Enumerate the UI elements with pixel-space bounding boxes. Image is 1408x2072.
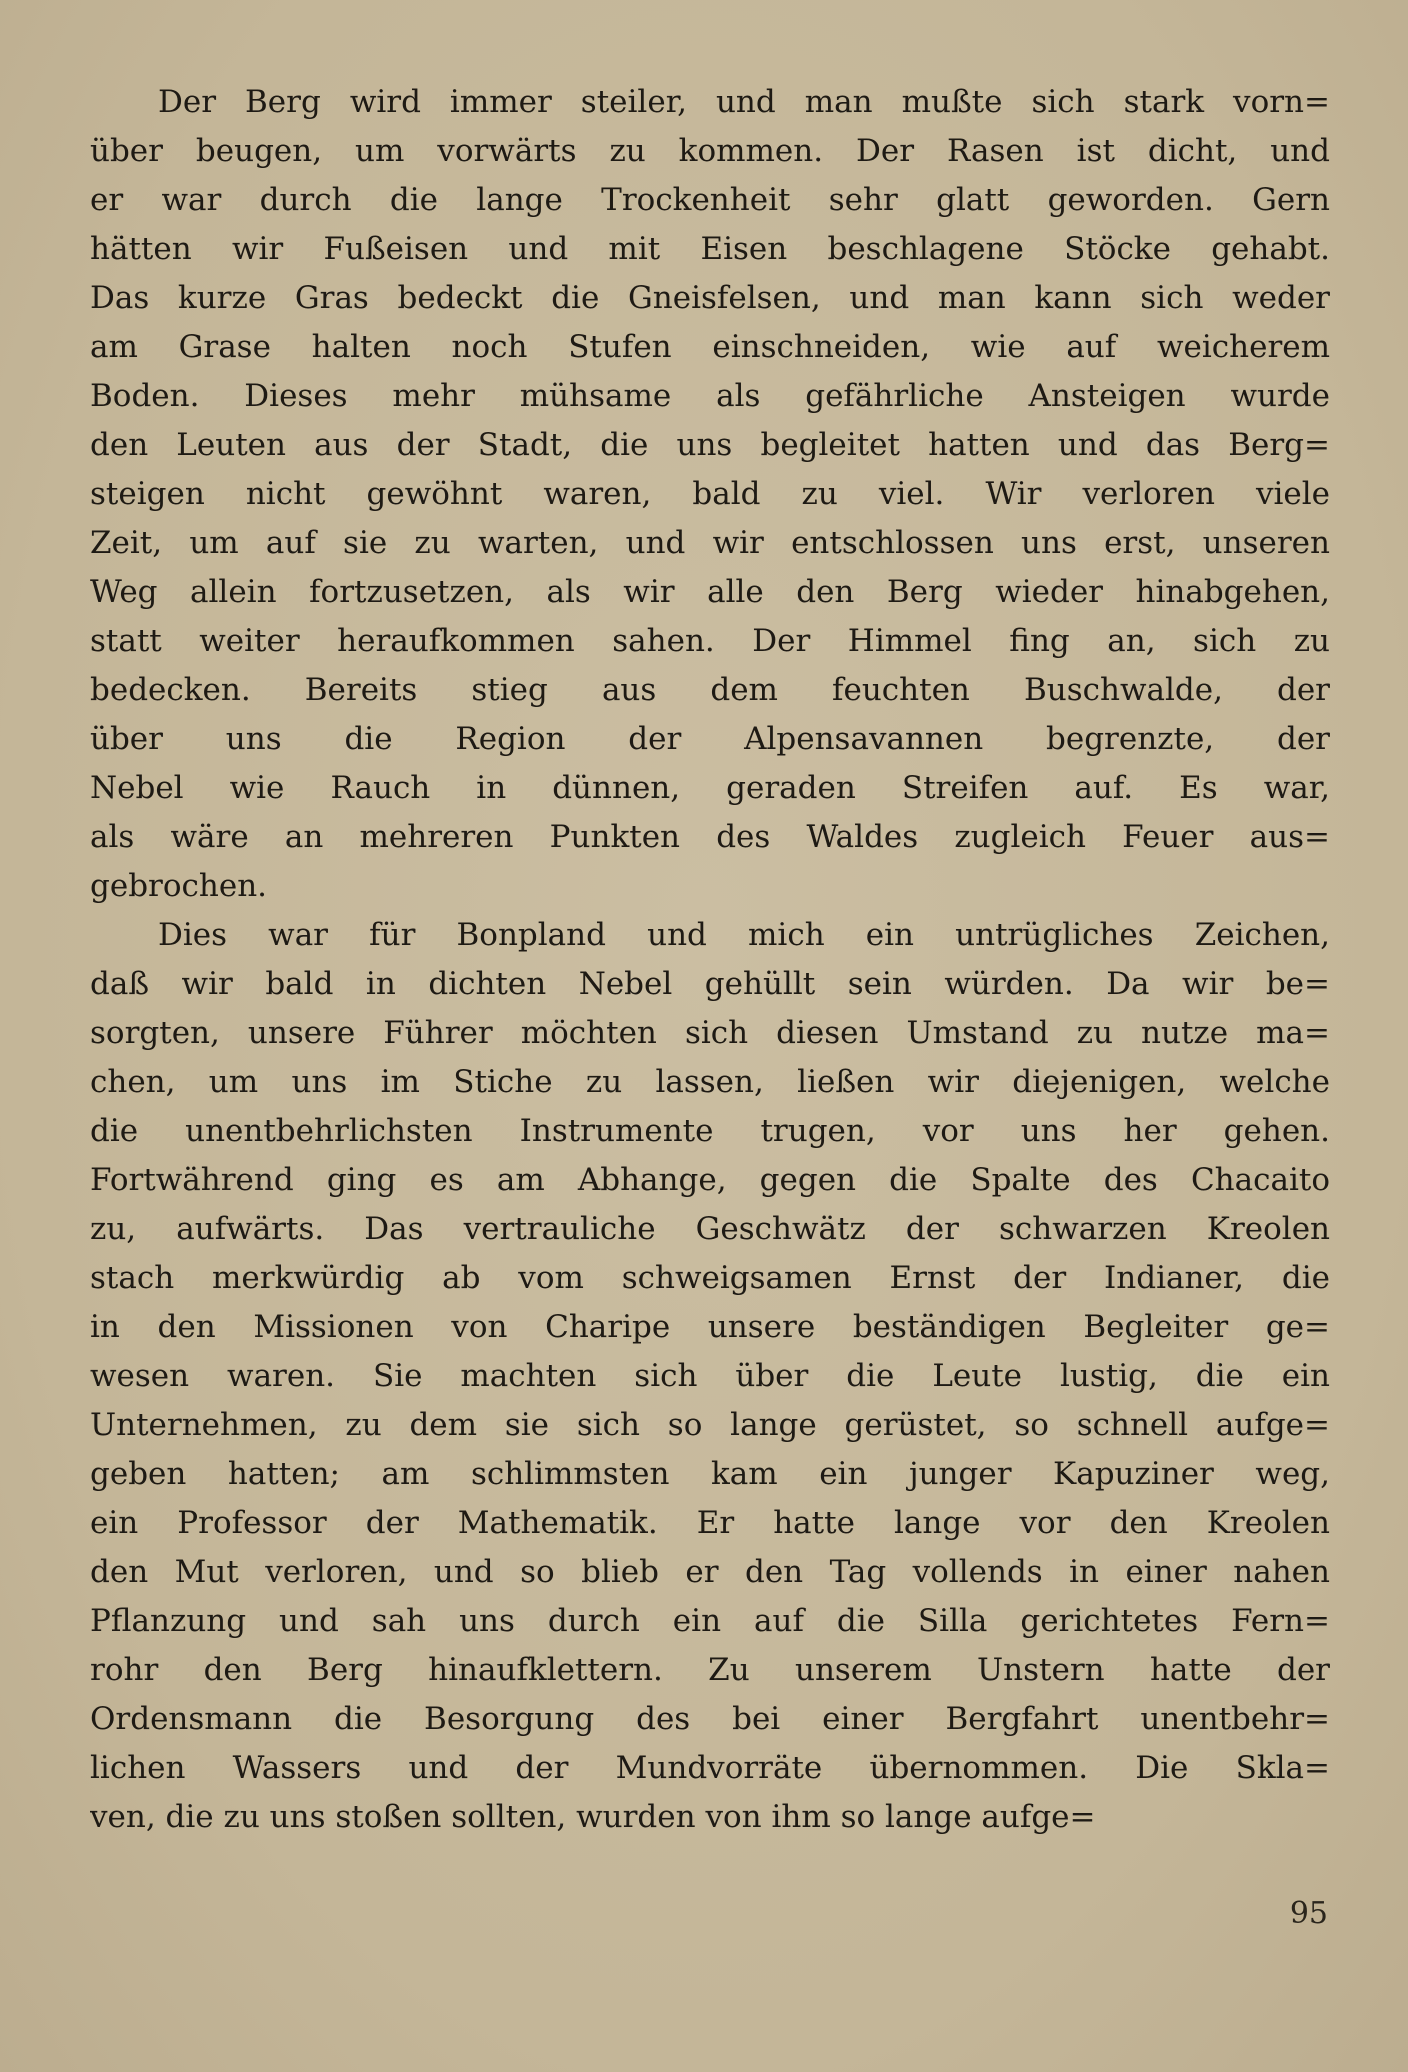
text-line: ven, die zu uns stoßen sollten, wurden von ihm so lange aufge= xyxy=(90,1799,1096,1835)
paragraph xyxy=(90,78,1330,911)
text-line: über beugen, um vorwärts zu kommen. Der Rasen ist dicht, und xyxy=(90,133,1330,169)
text-line: Dies war für Bonpland und mich ein untrügliches Zeichen, xyxy=(158,917,1330,953)
text-line: Ordensmann die Besorgung des bei einer Bergfahrt unentbehr= xyxy=(90,1701,1330,1737)
text-line: zu, aufwärts. Das vertrauliche Geschwätz der schwarzen Kreolen xyxy=(90,1211,1330,1247)
text-line: statt weiter heraufkommen sahen. Der Himmel fing an, sich zu xyxy=(90,623,1330,659)
text-line: er war durch die lange Trockenheit sehr glatt geworden. Gern xyxy=(90,182,1330,218)
text-line: in den Missionen von Charipe unsere beständigen Begleiter ge= xyxy=(90,1309,1330,1345)
text-line: lichen Wassers und der Mundvorräte übernommen. Die Skla= xyxy=(90,1750,1330,1786)
text-line: chen, um uns im Stiche zu lassen, ließen wir diejenigen, welche xyxy=(90,1064,1330,1100)
text-line: Fortwährend ging es am Abhange, gegen die Spalte des Chacaito xyxy=(90,1162,1330,1198)
text-line: über uns die Region der Alpensavannen begrenzte, der xyxy=(90,721,1330,757)
text-line: sorgten, unsere Führer möchten sich diesen Umstand zu nutze ma= xyxy=(90,1015,1330,1051)
text-line: bedecken. Bereits stieg aus dem feuchten Buschwalde, der xyxy=(90,672,1330,708)
paragraph xyxy=(90,911,1330,1842)
text-line: den Mut verloren, und so blieb er den Tag vollends in einer nahen xyxy=(90,1554,1330,1590)
text-line: wesen waren. Sie machten sich über die Leute lustig, die ein xyxy=(90,1358,1330,1394)
text-line: am Grase halten noch Stufen einschneiden, wie auf weicherem xyxy=(90,329,1330,365)
text-line: Der Berg wird immer steiler, und man mußte sich stark vorn= xyxy=(158,84,1330,120)
text-line: Nebel wie Rauch in dünnen, geraden Streifen auf. Es war, xyxy=(90,770,1330,806)
text-line: hätten wir Fußeisen und mit Eisen beschlagene Stöcke gehabt. xyxy=(90,231,1330,267)
text-line: daß wir bald in dichten Nebel gehüllt sein würden. Da wir be= xyxy=(90,966,1330,1002)
text-line: Das kurze Gras bedeckt die Gneisfelsen, und man kann sich weder xyxy=(90,280,1330,316)
text-line: steigen nicht gewöhnt waren, bald zu viel. Wir verloren viele xyxy=(90,476,1330,512)
text-line: ein Professor der Mathematik. Er hatte lange vor den Kreolen xyxy=(90,1505,1330,1541)
page-number: 95 xyxy=(1289,1896,1328,1931)
body-text xyxy=(90,78,1330,1842)
text-line: Unternehmen, zu dem sie sich so lange gerüstet, so schnell aufge= xyxy=(90,1407,1330,1443)
text-line: Weg allein fortzusetzen, als wir alle den Berg wieder hinabgehen, xyxy=(90,574,1330,610)
text-line: den Leuten aus der Stadt, die uns begleitet hatten und das Berg= xyxy=(90,427,1330,463)
text-line: als wäre an mehreren Punkten des Waldes zugleich Feuer aus= xyxy=(90,819,1330,855)
text-line: geben hatten; am schlimmsten kam ein junger Kapuziner weg, xyxy=(90,1456,1330,1492)
text-line: gebrochen. xyxy=(90,868,268,904)
text-line: Zeit, um auf sie zu warten, und wir entschlossen uns erst, unseren xyxy=(90,525,1330,561)
text-line: stach merkwürdig ab vom schweigsamen Ernst der Indianer, die xyxy=(90,1260,1330,1296)
text-line: Boden. Dieses mehr mühsame als gefährliche Ansteigen wurde xyxy=(90,378,1330,414)
text-line: rohr den Berg hinaufklettern. Zu unserem Unstern hatte der xyxy=(90,1652,1330,1688)
text-line: Pflanzung und sah uns durch ein auf die Silla gerichtetes Fern= xyxy=(90,1603,1330,1639)
text-line: die unentbehrlichsten Instrumente trugen, vor uns her gehen. xyxy=(90,1113,1330,1149)
